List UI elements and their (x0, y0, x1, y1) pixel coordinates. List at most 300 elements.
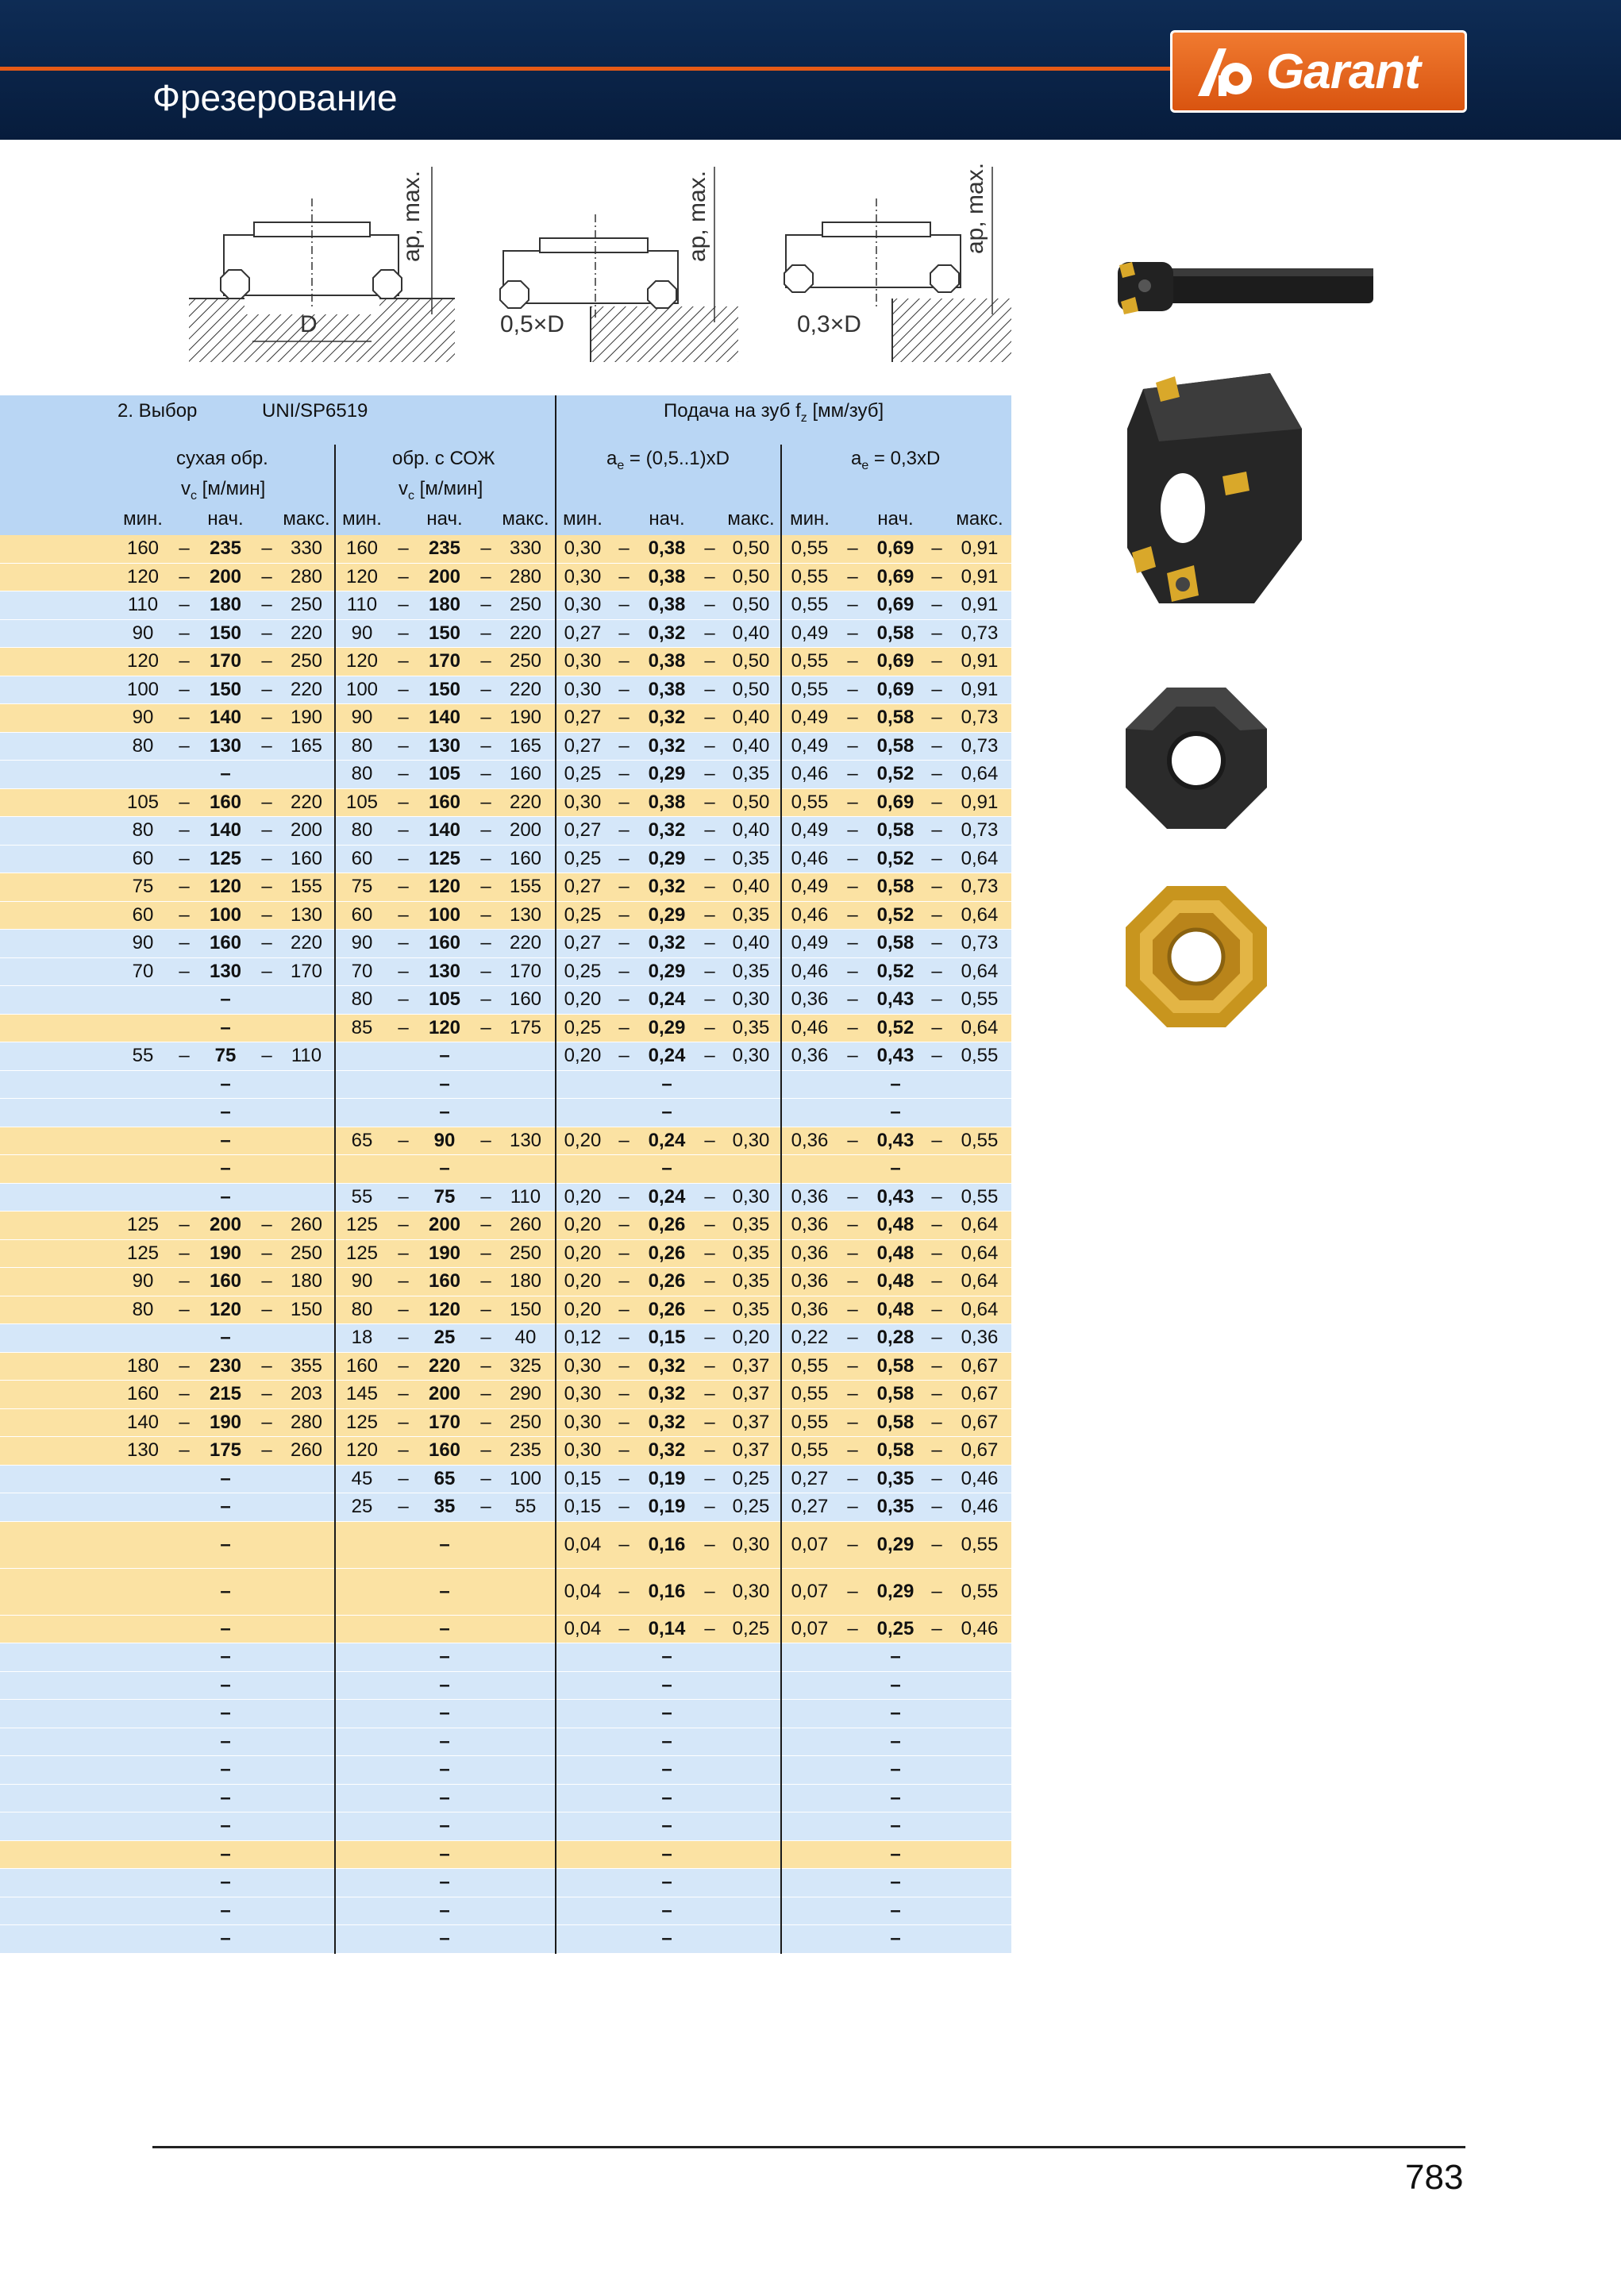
table-cell: 160 (428, 1270, 461, 1292)
table-cell: 235 (509, 1439, 542, 1462)
table-row (0, 1813, 1011, 1841)
range-dash: – (618, 763, 630, 785)
range-dash: – (931, 1242, 942, 1264)
range-dash: – (261, 1383, 272, 1405)
range-dash: – (398, 1185, 409, 1208)
table-cell: 75 (132, 876, 154, 898)
range-dash: – (398, 1327, 409, 1349)
table-cell: 0,46 (791, 960, 829, 982)
range-dash: – (931, 594, 942, 616)
range-dash: – (480, 1214, 491, 1236)
table-cell: 0,25 (564, 1016, 602, 1038)
range-dash: – (704, 594, 715, 616)
range-dash: – (179, 1354, 190, 1377)
column-divider (555, 1184, 556, 1212)
column-divider (334, 1042, 336, 1071)
range-dash: – (179, 1439, 190, 1462)
range-dash: – (398, 622, 409, 644)
table-cell: 120 (345, 650, 379, 672)
range-dash: – (618, 1467, 630, 1489)
table-cell: 0,67 (961, 1383, 999, 1405)
table-cell: 0,07 (791, 1617, 829, 1639)
table-cell: 0,52 (876, 847, 914, 869)
range-dash: – (261, 903, 272, 926)
table-cell: 0,46 (961, 1467, 999, 1489)
table-cell: 0,29 (648, 847, 686, 869)
range-dash: – (847, 1354, 858, 1377)
range-dash: – (480, 763, 491, 785)
table-cell: 0,73 (961, 707, 999, 729)
table-cell: 0,24 (648, 1185, 686, 1208)
table-cell: 0,55 (791, 1411, 829, 1433)
table-cell: 0,30 (732, 1533, 770, 1555)
column-header-col-start: нач. (649, 508, 685, 530)
table-cell: 60 (132, 903, 154, 926)
table-cell: 140 (126, 1411, 160, 1433)
table-cell: 0,55 (791, 1383, 829, 1405)
column-divider (555, 1042, 556, 1071)
table-cell: 0,04 (564, 1617, 602, 1639)
table-cell: 0,55 (791, 1439, 829, 1462)
table-cell: 0,50 (732, 678, 770, 700)
empty-value-dash: – (439, 1843, 450, 1865)
range-dash: – (618, 1270, 630, 1292)
table-cell: 160 (290, 847, 323, 869)
table-row (0, 1569, 1011, 1616)
table-cell: 0,91 (961, 594, 999, 616)
table-cell: 0,35 (732, 1242, 770, 1264)
range-dash: – (618, 707, 630, 729)
table-cell: 130 (290, 903, 323, 926)
table-row (0, 846, 1011, 874)
column-divider (555, 761, 556, 789)
column-divider (555, 1493, 556, 1522)
range-dash: – (480, 622, 491, 644)
page-title: Фрезерование (152, 77, 398, 118)
table-cell: 0,32 (648, 1383, 686, 1405)
range-dash: – (618, 622, 630, 644)
range-dash: – (261, 707, 272, 729)
empty-value-dash: – (220, 1073, 231, 1095)
table-cell: 0,27 (564, 876, 602, 898)
column-divider (780, 902, 782, 930)
table-row (0, 535, 1011, 564)
table-cell: 250 (290, 1242, 323, 1264)
range-dash: – (618, 1185, 630, 1208)
table-cell: 25 (351, 1496, 373, 1518)
table-row (0, 958, 1011, 987)
table-cell: 125 (209, 847, 242, 869)
table-cell: 0,58 (876, 1383, 914, 1405)
table-row (0, 1493, 1011, 1522)
range-dash: – (480, 1016, 491, 1038)
column-divider (780, 930, 782, 958)
range-dash: – (179, 707, 190, 729)
range-dash: – (480, 847, 491, 869)
column-divider (555, 1466, 556, 1494)
empty-value-dash: – (890, 1702, 901, 1724)
column-divider (334, 1672, 336, 1701)
table-cell: 0,64 (961, 1298, 999, 1320)
table-cell: 0,55 (791, 594, 829, 616)
range-dash: – (704, 1129, 715, 1151)
column-divider (555, 1672, 556, 1701)
range-dash: – (931, 707, 942, 729)
range-dash: – (618, 932, 630, 954)
table-cell: 0,50 (732, 537, 770, 560)
range-dash: – (480, 650, 491, 672)
range-dash: – (704, 1496, 715, 1518)
table-cell: 0,20 (564, 1242, 602, 1264)
table-cell: 250 (509, 650, 542, 672)
empty-value-dash: – (220, 1533, 231, 1555)
table-cell: 220 (290, 791, 323, 813)
range-dash: – (618, 678, 630, 700)
table-cell: 150 (209, 622, 242, 644)
range-dash: – (931, 537, 942, 560)
table-cell: 0,32 (648, 707, 686, 729)
range-dash: – (398, 791, 409, 813)
column-divider (780, 1240, 782, 1269)
range-dash: – (847, 932, 858, 954)
table-cell: 0,32 (648, 1354, 686, 1377)
table-cell: 0,50 (732, 565, 770, 587)
range-dash: – (179, 960, 190, 982)
table-cell: 0,20 (564, 1214, 602, 1236)
table-cell: 0,46 (791, 847, 829, 869)
table-row (0, 1071, 1011, 1100)
column-divider (780, 648, 782, 676)
table-cell: 125 (126, 1214, 160, 1236)
table-cell: 150 (428, 622, 461, 644)
table-cell: 180 (209, 594, 242, 616)
range-dash: – (704, 1533, 715, 1555)
table-cell: 160 (345, 537, 379, 560)
column-divider (555, 1841, 556, 1870)
table-cell: 0,55 (791, 565, 829, 587)
empty-value-dash: – (890, 1674, 901, 1696)
range-dash: – (261, 1270, 272, 1292)
column-divider (780, 1071, 782, 1100)
table-cell: 0,43 (876, 1129, 914, 1151)
range-dash: – (931, 1016, 942, 1038)
table-cell: 90 (132, 622, 154, 644)
table-cell: 0,58 (876, 1354, 914, 1377)
range-dash: – (618, 988, 630, 1011)
range-dash: – (931, 876, 942, 898)
empty-value-dash: – (661, 1815, 672, 1837)
column-divider (555, 1569, 556, 1616)
column-divider (334, 1925, 336, 1954)
range-dash: – (618, 960, 630, 982)
table-cell: 220 (509, 622, 542, 644)
table-header (0, 395, 1011, 535)
range-dash: – (704, 1045, 715, 1067)
table-cell: 0,46 (791, 903, 829, 926)
range-dash: – (704, 960, 715, 982)
header-divider (555, 395, 556, 535)
range-dash: – (179, 819, 190, 842)
table-row (0, 1099, 1011, 1127)
range-dash: – (931, 1327, 942, 1349)
column-divider (555, 1700, 556, 1728)
range-dash: – (261, 960, 272, 982)
table-row (0, 733, 1011, 761)
range-dash: – (618, 537, 630, 560)
table-cell: 0,67 (961, 1439, 999, 1462)
table-cell: 190 (509, 707, 542, 729)
table-cell: 0,27 (564, 819, 602, 842)
table-cell: 280 (290, 565, 323, 587)
table-row (0, 1184, 1011, 1212)
empty-value-dash: – (890, 1158, 901, 1180)
table-cell: 100 (126, 678, 160, 700)
table-cell: 215 (209, 1383, 242, 1405)
column-divider (555, 873, 556, 902)
table-cell: 105 (345, 791, 379, 813)
column-divider (555, 733, 556, 761)
table-cell: 160 (126, 537, 160, 560)
coolant-label: обр. с СОЖ (392, 448, 495, 469)
column-divider (780, 1409, 782, 1438)
table-cell: 0,07 (791, 1533, 829, 1555)
table-cell: 0,40 (732, 707, 770, 729)
column-divider (334, 1756, 336, 1785)
range-dash: – (261, 1411, 272, 1433)
range-dash: – (847, 1214, 858, 1236)
milling-diagram-half (492, 159, 746, 365)
table-cell: 0,25 (564, 960, 602, 982)
table-cell: 0,40 (732, 932, 770, 954)
range-dash: – (398, 537, 409, 560)
range-dash: – (847, 678, 858, 700)
column-divider (555, 564, 556, 592)
empty-value-dash: – (890, 1101, 901, 1123)
table-row (0, 930, 1011, 958)
column-divider (334, 930, 336, 958)
feed-label: Подача на зуб $f_z$ [мм/зуб] (664, 400, 884, 425)
ae-label-full: $a_e = (0,5..1)xD$ (606, 448, 730, 472)
range-dash: – (261, 594, 272, 616)
table-row (0, 1042, 1011, 1071)
cutting-data-table (0, 395, 1011, 1954)
table-cell: 0,26 (648, 1214, 686, 1236)
table-cell: 180 (290, 1270, 323, 1292)
range-dash: – (480, 1439, 491, 1462)
range-dash: – (847, 1045, 858, 1067)
empty-value-dash: – (890, 1815, 901, 1837)
table-row (0, 1409, 1011, 1438)
table-cell: 105 (428, 763, 461, 785)
header-accent-line (0, 67, 1175, 71)
range-dash: – (261, 1298, 272, 1320)
column-divider (555, 1785, 556, 1813)
table-cell: 0,25 (732, 1467, 770, 1489)
range-dash: – (618, 1496, 630, 1518)
table-row (0, 1616, 1011, 1644)
table-cell: 0,64 (961, 903, 999, 926)
range-dash: – (704, 1411, 715, 1433)
column-divider (555, 817, 556, 846)
table-cell: 0,26 (648, 1298, 686, 1320)
range-dash: – (847, 1242, 858, 1264)
table-cell: 0,27 (564, 734, 602, 757)
range-dash: – (847, 594, 858, 616)
range-dash: – (704, 1185, 715, 1208)
column-divider (780, 1897, 782, 1926)
vc-label-dry: $v_c$ [м/мин] (181, 478, 266, 503)
header-divider (780, 445, 782, 535)
column-divider (555, 1268, 556, 1296)
table-cell: 90 (433, 1129, 456, 1151)
table-cell: 0,29 (876, 1580, 914, 1602)
table-cell: 100 (509, 1467, 542, 1489)
empty-value-dash: – (439, 1702, 450, 1724)
range-dash: – (480, 819, 491, 842)
empty-value-dash: – (661, 1073, 672, 1095)
range-dash: – (261, 847, 272, 869)
range-dash: – (847, 763, 858, 785)
range-dash: – (480, 1129, 491, 1151)
column-divider (334, 591, 336, 620)
table-cell: 0,30 (732, 988, 770, 1011)
table-cell: 55 (132, 1045, 154, 1067)
range-dash: – (931, 734, 942, 757)
range-dash: – (398, 988, 409, 1011)
range-dash: – (704, 1327, 715, 1349)
table-cell: 0,55 (791, 678, 829, 700)
table-row (0, 1897, 1011, 1926)
range-dash: – (847, 960, 858, 982)
range-dash: – (480, 678, 491, 700)
range-dash: – (618, 1129, 630, 1151)
range-dash: – (847, 707, 858, 729)
table-cell: 0,58 (876, 932, 914, 954)
range-dash: – (931, 1129, 942, 1151)
table-cell: 0,35 (732, 763, 770, 785)
range-dash: – (398, 1129, 409, 1151)
table-row (0, 1155, 1011, 1184)
table-cell: 0,27 (564, 622, 602, 644)
ae-label-third: $a_e = 0,3xD$ (851, 448, 941, 472)
table-cell: 160 (209, 932, 242, 954)
table-cell: 0,15 (564, 1496, 602, 1518)
range-dash: – (847, 1439, 858, 1462)
table-row (0, 1212, 1011, 1240)
table-cell: 0,58 (876, 876, 914, 898)
empty-value-dash: – (220, 1871, 231, 1893)
table-cell: 0,20 (564, 1298, 602, 1320)
table-cell: 0,46 (961, 1617, 999, 1639)
column-divider (334, 1212, 336, 1240)
table-cell: 140 (209, 707, 242, 729)
empty-value-dash: – (661, 1786, 672, 1809)
table-cell: 220 (290, 678, 323, 700)
table-cell: 25 (433, 1327, 456, 1349)
range-dash: – (480, 791, 491, 813)
column-divider (334, 1869, 336, 1897)
table-cell: 100 (345, 678, 379, 700)
table-cell: 0,36 (791, 1298, 829, 1320)
table-cell: 0,32 (648, 932, 686, 954)
range-dash: – (704, 903, 715, 926)
range-dash: – (261, 650, 272, 672)
table-row (0, 1672, 1011, 1701)
table-cell: 90 (132, 1270, 154, 1292)
range-dash: – (398, 1411, 409, 1433)
table-cell: 220 (509, 791, 542, 813)
range-dash: – (704, 707, 715, 729)
column-divider (780, 846, 782, 874)
empty-value-dash: – (890, 1871, 901, 1893)
range-dash: – (261, 565, 272, 587)
table-cell: 0,35 (876, 1496, 914, 1518)
table-cell: 0,73 (961, 622, 999, 644)
range-dash: – (618, 1045, 630, 1067)
table-cell: 65 (351, 1129, 373, 1151)
table-cell: 140 (209, 819, 242, 842)
table-cell: 0,73 (961, 819, 999, 842)
table-cell: 110 (127, 594, 159, 616)
table-cell: 0,49 (791, 932, 829, 954)
table-row (0, 902, 1011, 930)
table-row (0, 1643, 1011, 1672)
empty-value-dash: – (890, 1843, 901, 1865)
table-cell: 130 (428, 960, 461, 982)
table-cell: 0,35 (876, 1467, 914, 1489)
table-cell: 0,55 (791, 791, 829, 813)
table-cell: 0,37 (732, 1354, 770, 1377)
table-row (0, 1756, 1011, 1785)
empty-value-dash: – (220, 1786, 231, 1809)
range-dash: – (480, 565, 491, 587)
range-dash: – (704, 537, 715, 560)
empty-value-dash: – (890, 1759, 901, 1781)
range-dash: – (847, 847, 858, 869)
table-cell: 220 (290, 622, 323, 644)
range-dash: – (847, 903, 858, 926)
table-row (0, 1700, 1011, 1728)
empty-value-dash: – (220, 988, 231, 1011)
range-dash: – (398, 1496, 409, 1518)
column-divider (555, 930, 556, 958)
table-cell: 0,43 (876, 1045, 914, 1067)
table-cell: 0,29 (648, 1016, 686, 1038)
range-dash: – (931, 932, 942, 954)
range-dash: – (704, 988, 715, 1011)
range-dash: – (931, 1298, 942, 1320)
range-dash: – (847, 988, 858, 1011)
range-dash: – (398, 707, 409, 729)
column-divider (334, 1437, 336, 1466)
range-dash: – (704, 1270, 715, 1292)
table-cell: 105 (428, 988, 461, 1011)
range-dash: – (704, 1383, 715, 1405)
table-cell: 110 (346, 594, 378, 616)
table-cell: 0,52 (876, 903, 914, 926)
range-dash: – (931, 960, 942, 982)
table-cell: 0,36 (791, 1242, 829, 1264)
column-divider (555, 1127, 556, 1156)
table-cell: 0,38 (648, 791, 686, 813)
table-cell: 110 (291, 1045, 322, 1067)
column-divider (334, 733, 336, 761)
empty-value-dash: – (439, 1928, 450, 1950)
range-dash: – (847, 1327, 858, 1349)
table-cell: 90 (351, 622, 373, 644)
table-cell: 0,43 (876, 1185, 914, 1208)
table-cell: 355 (290, 1354, 323, 1377)
